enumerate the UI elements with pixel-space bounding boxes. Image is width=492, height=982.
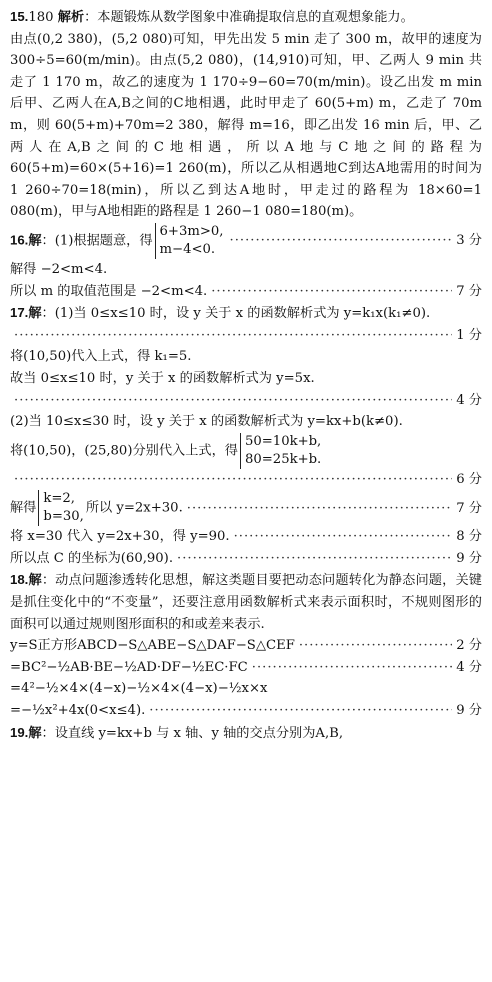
q17-sys-3: k=2, — [43, 491, 75, 507]
q15-keyword: 解析 — [57, 9, 85, 24]
q16-line-1 — [10, 223, 482, 259]
q17-line-4: (2)当 10≤x≤30 时，设 y 关于 x 的函数解析式为 y=kx+b(k≠0). — [10, 414, 403, 430]
q16-line-2: 解得 −2<m<4. — [10, 261, 108, 277]
q17-line-8: 所以点 C 的坐标为(60,90). — [10, 550, 174, 566]
q15-number: 15. — [10, 9, 29, 24]
q17-sys-1: 50=10k+b, — [244, 433, 322, 449]
q18-eq-4-row — [10, 700, 482, 722]
q15-line-1: ：本题锻炼从数学图象中准确提取信息的直观想象能力。 — [84, 10, 414, 25]
q17-score-5: 8 分 — [456, 529, 482, 545]
q17-line-8-row — [10, 548, 482, 570]
q18-eq-4: =−½x²+4x(0<x≤4). — [10, 703, 146, 719]
q15-solution: 由点(0,2 380)，(5,2 080)可知，甲先出发 5 min 走了 300 m，故甲的速度为 300÷5=60(m/min)。由点(5,2 080)，(14,910)可知，甲、乙两人 9 min 共走了 1 170 m，故乙的速度为 1 170÷9−60=70(m/min)。设乙出发 m min后甲、乙两人在A,B之间的C地相遇，此时甲走了 60(5+m) m，乙走了 70m m，则 60(5+m)+70m=2 380，解得 m=16，即乙出发 16 min 后，甲、乙两人在A,B之间的C地相遇，所以A地与C地之间的路程为 60(5+m)=60×(5+16)=1 260(m)，所以乙从相遇地C到达A地需用的时间为 1 260÷70=18(min)，所以乙到达A地时，甲走过的路程为 18×60=1 080(m)，甲与A地相距的路程是 1 260−1 080=180(m)。 — [10, 31, 482, 220]
q19-line-1 — [10, 722, 482, 745]
q16-sys-1: 6+3m>0, — [159, 223, 224, 239]
q17-score-row-2 — [10, 390, 482, 412]
q16-keyword: 解 — [28, 232, 42, 248]
q17-text-6a: 解得 — [10, 500, 37, 516]
q17-text-6b: 所以 y=2x+30. — [85, 500, 183, 516]
q18-text-1: ：动点问题渗透转化思想，解这类题目要把动态问题转化为静态问题，关键是抓住变化中的“不变量”，还要注意用函数解析式来表示面积时，不规则图形的面积可以通过规则图形面积的和或差来表示. — [10, 573, 482, 632]
q19-keyword: 解 — [28, 724, 42, 740]
q18-eq-1-row — [10, 635, 482, 657]
q18-line-1 — [10, 569, 482, 635]
q15-answer: 180 — [28, 10, 54, 25]
q17-score-4: 7 分 — [456, 500, 482, 516]
q16-system — [155, 223, 224, 259]
q18-eq-3: =4²−½×4×(4−x)−½×4×(4−x)−½x×x — [10, 681, 268, 697]
leader-dots — [230, 230, 453, 252]
q18-score-3: 9 分 — [456, 703, 482, 719]
q17-score-row-1 — [10, 325, 482, 347]
q17-text-5: 将(10,50)，(25,80)分别代入上式，得 — [10, 443, 238, 459]
q16-score-1: 3 分 — [456, 233, 482, 249]
q17-number: 17. — [10, 305, 29, 321]
leader-dots — [234, 526, 453, 548]
q17-keyword: 解 — [28, 305, 42, 321]
leader-dots — [14, 390, 452, 412]
q17-line-7: 将 x=30 代入 y=2x+30，得 y=90. — [10, 529, 230, 545]
q17-score-row-3 — [10, 469, 482, 491]
q15-intro — [10, 6, 482, 29]
leader-dots — [14, 325, 452, 347]
q16-sys-2: m−4<0. — [159, 241, 216, 257]
q18-eq-2-row — [10, 657, 482, 679]
q17-line-5 — [10, 433, 482, 469]
q18-score-1: 2 分 — [456, 638, 482, 654]
q16-number: 16. — [10, 232, 29, 248]
q17-line-2: 将(10,50)代入上式，得 k₁=5. — [10, 349, 192, 365]
q17-text-1: ：(1)当 0≤x≤10 时，设 y 关于 x 的函数解析式为 y=k₁x(k₁≠0). — [41, 306, 431, 322]
q19-text-1: ：设直线 y=kx+b 与 x 轴、y 轴的交点分别为A,B, — [41, 725, 344, 741]
q19-number: 19. — [10, 724, 29, 740]
q17-score-1: 1 分 — [456, 327, 482, 343]
q18-score-2: 4 分 — [456, 659, 482, 675]
q17-line-7-row — [10, 526, 482, 548]
q16-score-2: 7 分 — [456, 283, 482, 299]
q18-keyword: 解 — [28, 572, 42, 588]
q17-sys-2: 80=25k+b. — [244, 451, 322, 467]
q17-system-1 — [240, 433, 321, 469]
leader-dots — [149, 700, 452, 722]
q17-line-3: 故当 0≤x≤10 时，y 关于 x 的函数解析式为 y=5x. — [10, 370, 315, 386]
q17-line-6 — [10, 490, 482, 526]
q16-text-1: ：(1)根据题意，得 — [41, 233, 153, 249]
q17-system-2 — [38, 490, 83, 526]
leader-dots — [211, 281, 452, 303]
leader-dots — [187, 498, 452, 520]
q17-sys-4: b=30, — [43, 509, 84, 525]
leader-dots — [14, 469, 452, 491]
q18-eq-1: y=S正方形ABCD−S△ABE−S△DAF−S△CEF — [10, 638, 295, 654]
q17-score-2: 4 分 — [456, 392, 482, 408]
q17-line-1 — [10, 302, 482, 325]
leader-dots — [299, 635, 452, 657]
q17-score-3: 6 分 — [456, 471, 482, 487]
q17-score-6: 9 分 — [456, 550, 482, 566]
q18-eq-2: =BC²−½AB·BE−½AD·DF−½EC·FC — [10, 659, 248, 675]
q16-line-3: 所以 m 的取值范围是 −2<m<4. — [10, 283, 208, 299]
leader-dots — [252, 657, 452, 679]
q18-number: 18. — [10, 572, 29, 588]
q16-line-3-row — [10, 281, 482, 303]
leader-dots — [177, 548, 452, 570]
